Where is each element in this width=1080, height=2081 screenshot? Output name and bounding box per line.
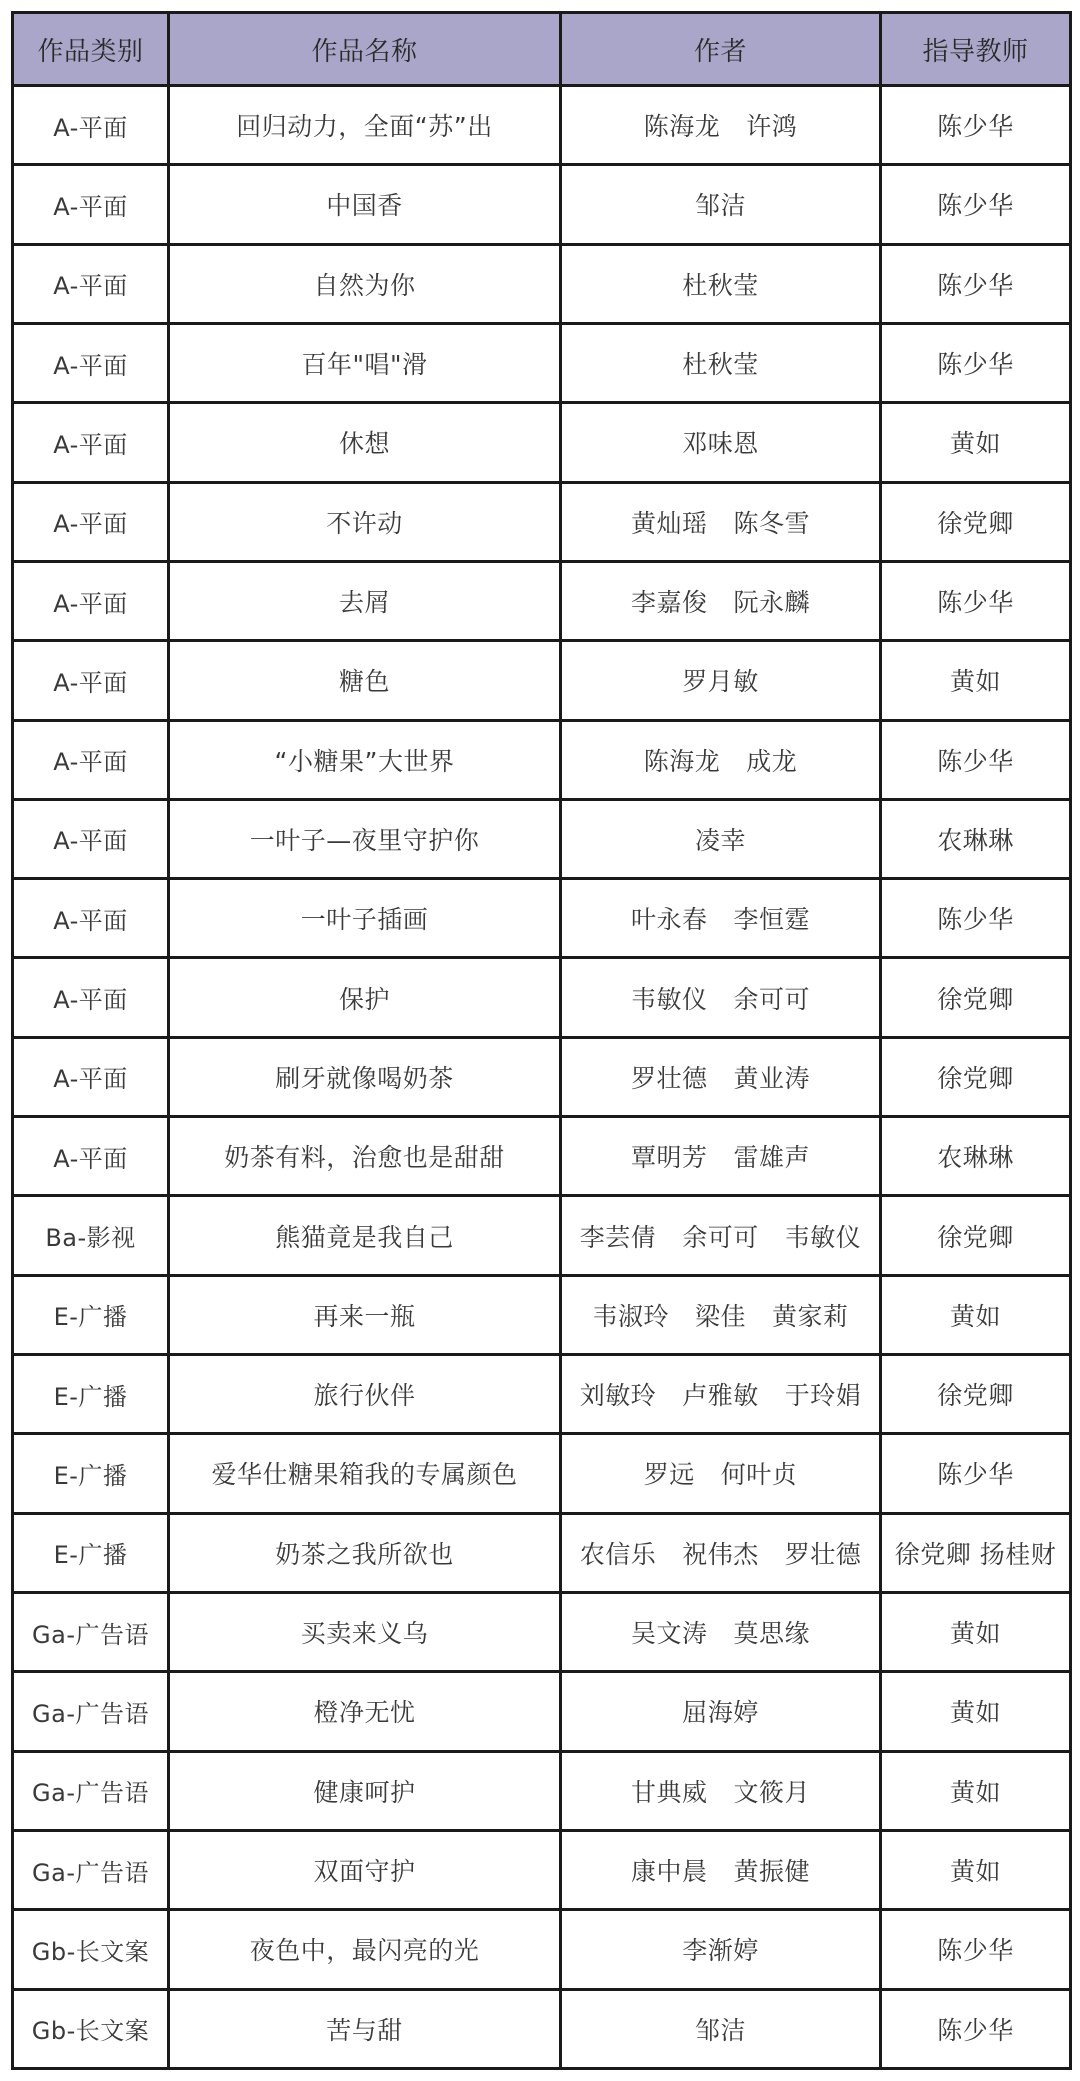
cell-teacher: 陈少华 xyxy=(881,561,1071,640)
cell-authors xyxy=(561,1910,881,1989)
cell-title: 糖色 xyxy=(169,641,561,720)
cell-title: 自然为你 xyxy=(169,244,561,323)
table-row xyxy=(13,86,1071,165)
author-name: 文筱月 xyxy=(733,1777,811,1807)
header-row xyxy=(13,13,1071,86)
cell-title: 刷牙就像喝奶茶 xyxy=(169,1037,561,1116)
cell-authors xyxy=(561,720,881,799)
cell-teacher: 陈少华 xyxy=(881,720,1071,799)
cell-category: A-平面 xyxy=(13,244,169,323)
cell-category: A-平面 xyxy=(13,1117,169,1196)
author-name: 屈海婷 xyxy=(682,1698,759,1728)
cell-teacher: 徐党卿 xyxy=(881,1196,1071,1275)
cell-authors xyxy=(561,1830,881,1909)
cell-title: 双面守护 xyxy=(169,1830,561,1909)
author-name: 余可可 xyxy=(733,984,811,1014)
cell-authors xyxy=(561,1117,881,1196)
cell-category: A-平面 xyxy=(13,482,169,561)
awards-table-container xyxy=(11,11,1069,2070)
author-name: 黄业涛 xyxy=(733,1063,811,1093)
author-name: 农信乐 xyxy=(579,1539,657,1569)
author-name: 韦敏仪 xyxy=(630,984,708,1014)
table-row xyxy=(13,720,1071,799)
header-teacher: 指导教师 xyxy=(881,13,1071,86)
cell-teacher: 徐党卿 扬桂财 xyxy=(881,1513,1071,1592)
cell-teacher: 徐党卿 xyxy=(881,1355,1071,1434)
author-name: 邹洁 xyxy=(694,2015,746,2045)
table-row xyxy=(13,1672,1071,1751)
table-row xyxy=(13,1751,1071,1830)
author-name: 罗月敏 xyxy=(682,667,759,697)
cell-teacher: 黄如 xyxy=(881,1275,1071,1354)
author-name: 李嘉俊 xyxy=(630,588,708,618)
cell-category: A-平面 xyxy=(13,403,169,482)
cell-authors xyxy=(561,1672,881,1751)
header-category: 作品类别 xyxy=(13,13,169,86)
table-row xyxy=(13,1434,1071,1513)
header-author: 作者 xyxy=(561,13,881,86)
cell-authors xyxy=(561,1513,881,1592)
author-name: 于玲娟 xyxy=(784,1381,862,1411)
table-row xyxy=(13,1830,1071,1909)
cell-authors xyxy=(561,1592,881,1671)
cell-teacher: 陈少华 xyxy=(881,165,1071,244)
cell-teacher: 陈少华 xyxy=(881,323,1071,402)
cell-title: 奶茶有料，治愈也是甜甜 xyxy=(169,1117,561,1196)
table-row xyxy=(13,165,1071,244)
cell-teacher: 黄如 xyxy=(881,1751,1071,1830)
cell-category: A-平面 xyxy=(13,799,169,878)
author-name: 李渐婷 xyxy=(682,1936,759,1966)
cell-title: 熊猫竟是我自己 xyxy=(169,1196,561,1275)
author-name: 罗壮德 xyxy=(630,1063,708,1093)
cell-teacher: 陈少华 xyxy=(881,1434,1071,1513)
author-name: 康中晨 xyxy=(630,1857,708,1887)
cell-teacher: 陈少华 xyxy=(881,244,1071,323)
cell-teacher: 陈少华 xyxy=(881,879,1071,958)
table-row xyxy=(13,1592,1071,1671)
cell-teacher: 徐党卿 xyxy=(881,1037,1071,1116)
cell-title: 去屑 xyxy=(169,561,561,640)
table-body xyxy=(13,86,1071,2069)
cell-authors xyxy=(561,323,881,402)
table-row xyxy=(13,1196,1071,1275)
cell-title: 夜色中，最闪亮的光 xyxy=(169,1910,561,1989)
cell-category: Ga-广告语 xyxy=(13,1751,169,1830)
cell-teacher: 黄如 xyxy=(881,1830,1071,1909)
cell-category: A-平面 xyxy=(13,720,169,799)
author-name: 韦敏仪 xyxy=(784,1222,862,1252)
author-name: 阮永麟 xyxy=(733,588,811,618)
cell-title: 苦与甜 xyxy=(169,1989,561,2069)
cell-teacher: 陈少华 xyxy=(881,86,1071,165)
cell-category: A-平面 xyxy=(13,86,169,165)
cell-category: Gb-长文案 xyxy=(13,1910,169,1989)
cell-title: 买卖来义乌 xyxy=(169,1592,561,1671)
cell-teacher: 徐党卿 xyxy=(881,482,1071,561)
cell-authors xyxy=(561,879,881,958)
table-row xyxy=(13,323,1071,402)
table-row xyxy=(13,403,1071,482)
cell-category: E-广播 xyxy=(13,1513,169,1592)
table-row xyxy=(13,799,1071,878)
cell-teacher: 黄如 xyxy=(881,403,1071,482)
author-name: 黄灿瑶 xyxy=(630,508,708,538)
table-row xyxy=(13,482,1071,561)
cell-category: E-广播 xyxy=(13,1434,169,1513)
cell-category: A-平面 xyxy=(13,165,169,244)
table-row xyxy=(13,958,1071,1037)
cell-authors xyxy=(561,561,881,640)
cell-authors xyxy=(561,1355,881,1434)
table-header xyxy=(13,13,1071,86)
table-row xyxy=(13,1037,1071,1116)
cell-authors xyxy=(561,1037,881,1116)
table-row xyxy=(13,879,1071,958)
cell-teacher: 徐党卿 xyxy=(881,958,1071,1037)
author-name: 邹洁 xyxy=(694,191,746,221)
cell-authors xyxy=(561,1434,881,1513)
cell-authors xyxy=(561,1275,881,1354)
cell-category: Ga-广告语 xyxy=(13,1830,169,1909)
author-name: 吴文涛 xyxy=(630,1619,708,1649)
cell-category: Ga-广告语 xyxy=(13,1672,169,1751)
table-row xyxy=(13,1117,1071,1196)
cell-category: Ba-影视 xyxy=(13,1196,169,1275)
cell-authors xyxy=(561,1989,881,2069)
author-name: 梁佳 xyxy=(694,1301,746,1331)
cell-teacher: 黄如 xyxy=(881,641,1071,720)
cell-category: A-平面 xyxy=(13,641,169,720)
cell-category: Ga-广告语 xyxy=(13,1592,169,1671)
author-name: 余可可 xyxy=(682,1222,759,1252)
cell-teacher: 黄如 xyxy=(881,1672,1071,1751)
author-name: 许鸿 xyxy=(746,112,798,142)
cell-teacher: 黄如 xyxy=(881,1592,1071,1671)
author-name: 甘典威 xyxy=(630,1777,708,1807)
table-row xyxy=(13,1513,1071,1592)
cell-category: A-平面 xyxy=(13,1037,169,1116)
cell-authors xyxy=(561,641,881,720)
cell-title: 旅行伙伴 xyxy=(169,1355,561,1434)
header-title: 作品名称 xyxy=(169,13,561,86)
author-name: 刘敏玲 xyxy=(579,1381,657,1411)
author-name: 凌幸 xyxy=(694,825,746,855)
author-name: 何叶贞 xyxy=(720,1460,798,1490)
awards-table xyxy=(11,11,1072,2070)
author-name: 雷雄声 xyxy=(733,1143,811,1173)
cell-title: 休想 xyxy=(169,403,561,482)
author-name: 陈海龙 xyxy=(643,112,721,142)
cell-authors xyxy=(561,86,881,165)
cell-category: A-平面 xyxy=(13,561,169,640)
cell-title: 中国香 xyxy=(169,165,561,244)
cell-category: A-平面 xyxy=(13,323,169,402)
author-name: 莫思缘 xyxy=(733,1619,811,1649)
cell-title: 再来一瓶 xyxy=(169,1275,561,1354)
cell-title: 不许动 xyxy=(169,482,561,561)
author-name: 覃明芳 xyxy=(630,1143,708,1173)
cell-title: 爱华仕糖果箱我的专属颜色 xyxy=(169,1434,561,1513)
cell-category: Gb-长文案 xyxy=(13,1989,169,2069)
author-name: 叶永春 xyxy=(630,905,708,935)
author-name: 杜秋莹 xyxy=(682,350,759,380)
author-name: 罗远 xyxy=(643,1460,695,1490)
cell-authors xyxy=(561,165,881,244)
cell-category: A-平面 xyxy=(13,879,169,958)
author-name: 韦淑玲 xyxy=(592,1301,669,1331)
table-row xyxy=(13,561,1071,640)
table-row xyxy=(13,1275,1071,1354)
author-name: 杜秋莹 xyxy=(682,270,759,300)
cell-authors xyxy=(561,1196,881,1275)
table-row xyxy=(13,1355,1071,1434)
table-row xyxy=(13,641,1071,720)
cell-authors xyxy=(561,799,881,878)
author-name: 黄家莉 xyxy=(772,1301,849,1331)
table-row xyxy=(13,244,1071,323)
cell-authors xyxy=(561,403,881,482)
table-row xyxy=(13,1910,1071,1989)
author-name: 陈冬雪 xyxy=(733,508,811,538)
cell-authors xyxy=(561,1751,881,1830)
author-name: 祝伟杰 xyxy=(682,1539,759,1569)
cell-teacher: 陈少华 xyxy=(881,1910,1071,1989)
cell-category: A-平面 xyxy=(13,958,169,1037)
cell-title: 百年"唱"滑 xyxy=(169,323,561,402)
cell-title: 奶茶之我所欲也 xyxy=(169,1513,561,1592)
cell-teacher: 陈少华 xyxy=(881,1989,1071,2069)
author-name: 卢雅敏 xyxy=(682,1381,759,1411)
cell-authors xyxy=(561,244,881,323)
cell-category: E-广播 xyxy=(13,1275,169,1354)
author-name: 陈海龙 xyxy=(643,746,721,776)
cell-title: 保护 xyxy=(169,958,561,1037)
cell-title: 回归动力，全面“苏”出 xyxy=(169,86,561,165)
cell-title: 健康呵护 xyxy=(169,1751,561,1830)
cell-authors xyxy=(561,958,881,1037)
cell-category: E-广播 xyxy=(13,1355,169,1434)
cell-title: 一叶子插画 xyxy=(169,879,561,958)
cell-title: 橙净无忧 xyxy=(169,1672,561,1751)
author-name: 李芸倩 xyxy=(579,1222,657,1252)
author-name: 邓味恩 xyxy=(682,429,759,459)
cell-teacher: 农琳琳 xyxy=(881,1117,1071,1196)
table-row xyxy=(13,1989,1071,2069)
author-name: 成龙 xyxy=(746,746,798,776)
author-name: 罗壮德 xyxy=(784,1539,862,1569)
author-name: 李恒霆 xyxy=(733,905,811,935)
author-name: 黄振健 xyxy=(733,1857,811,1887)
cell-title: “小糖果”大世界 xyxy=(169,720,561,799)
cell-teacher: 农琳琳 xyxy=(881,799,1071,878)
cell-title: 一叶子—夜里守护你 xyxy=(169,799,561,878)
cell-authors xyxy=(561,482,881,561)
